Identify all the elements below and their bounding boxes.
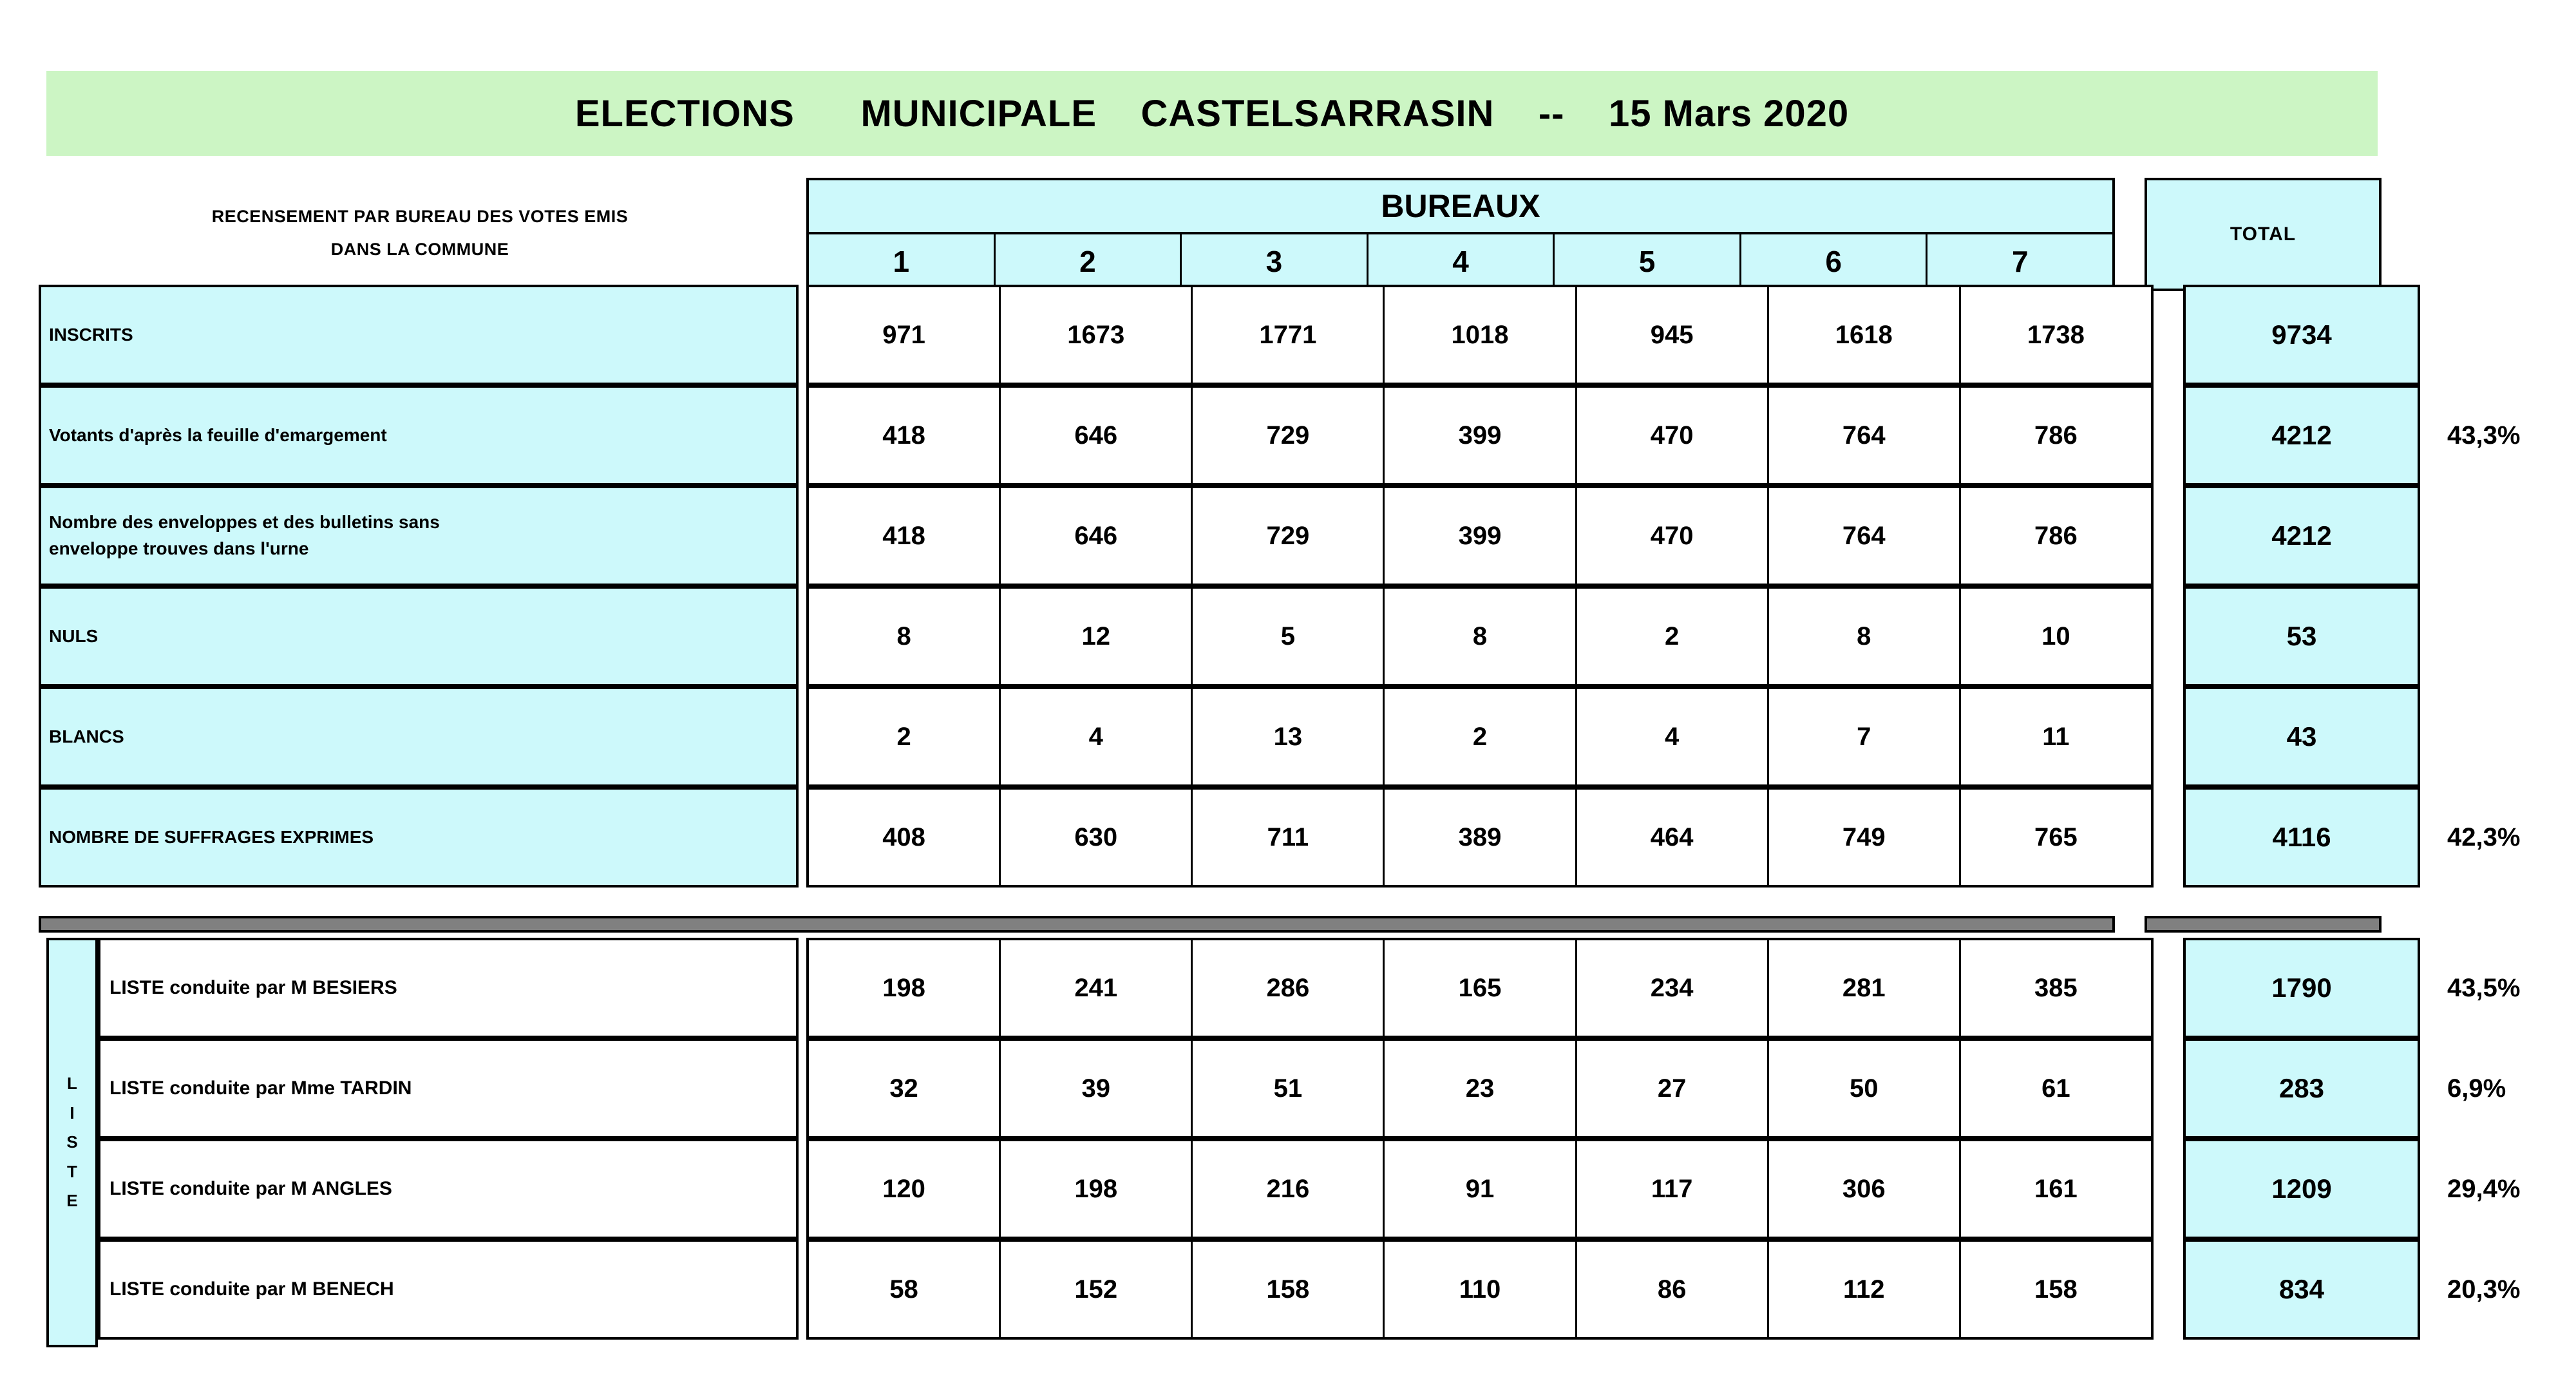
bureau-column-header-4: 4	[1368, 234, 1555, 289]
cell-total: 43	[2183, 687, 2420, 787]
page-title: ELECTIONS MUNICIPALE CASTELSARRASIN -- 15 Mars 2020	[574, 92, 1850, 135]
cell-bureau-5: 4	[1577, 689, 1769, 784]
liste-label-cell	[98, 1139, 799, 1239]
cell-bureau-2: 241	[1001, 940, 1193, 1036]
cell-bureau-1: 8	[809, 589, 1001, 684]
cell-bureau-3: 51	[1193, 1041, 1385, 1136]
cell-bureau-2: 646	[1001, 388, 1193, 483]
cell-bureau-2: 152	[1001, 1242, 1193, 1337]
cell-bureau-4: 165	[1385, 940, 1577, 1036]
row-values	[806, 787, 2154, 888]
liste-letter-5: E	[66, 1191, 78, 1211]
cell-total: 4212	[2183, 486, 2420, 586]
cell-bureau-5: 2	[1577, 589, 1769, 684]
cell-bureau-2: 39	[1001, 1041, 1193, 1136]
cell-bureau-1: 198	[809, 940, 1001, 1036]
total-column-header	[2145, 178, 2382, 291]
row-label: NULS	[49, 625, 99, 646]
cell-bureau-6: 306	[1769, 1141, 1961, 1237]
cell-bureau-4: 1018	[1385, 287, 1577, 383]
caption-line-2: DANS LA COMMUNE	[330, 240, 509, 259]
bureau-column-header-5: 5	[1555, 234, 1741, 289]
liste-letter-2: I	[70, 1103, 75, 1123]
cell-bureau-7: 786	[2034, 521, 2078, 550]
cell-bureau-2: 12	[1001, 589, 1193, 684]
total-column-header-label: TOTAL	[2230, 223, 2297, 245]
cell-percentage	[2447, 586, 2576, 687]
cell-bureau-5: 234	[1577, 940, 1769, 1036]
bureau-column-header-1: 1	[809, 234, 996, 289]
row-label: INSCRITS	[49, 324, 133, 345]
cell-bureau-7: 11	[2042, 722, 2070, 751]
cell-bureau-4: 389	[1385, 790, 1577, 885]
row-label-cell	[39, 385, 799, 486]
liste-label: LISTE conduite par M BENECH	[109, 1278, 394, 1300]
cell-bureau-3: 729	[1193, 488, 1385, 584]
row-label-second-line: enveloppe trouves dans l'urne	[49, 538, 309, 558]
row-values	[806, 285, 2154, 385]
cell-bureau-5: 945	[1577, 287, 1769, 383]
cell-percentage: 43,5%	[2447, 973, 2521, 1002]
cell-bureau-2: 630	[1001, 790, 1193, 885]
cell-percentage	[2447, 486, 2576, 586]
cell-bureau-7: 765	[2034, 822, 2078, 851]
cell-bureau-4: 2	[1385, 689, 1577, 784]
cell-percentage: 43,3%	[2447, 421, 2521, 450]
liste-values	[806, 1239, 2154, 1340]
cell-bureau-7: 161	[2034, 1174, 2078, 1203]
bureaux-header-label: BUREAUX	[1381, 188, 1540, 224]
liste-vertical-label	[46, 938, 98, 1347]
cell-bureau-2: 646	[1001, 488, 1193, 584]
row-label: Nombre des enveloppes et des bulletins sans	[49, 512, 440, 533]
bureaux-number-row	[806, 234, 2115, 291]
cell-total: 4212	[2183, 385, 2420, 486]
cell-bureau-6: 7	[1769, 689, 1961, 784]
cell-bureau-1: 2	[809, 689, 1001, 784]
liste-label-cell	[98, 1038, 799, 1139]
cell-total: 1790	[2183, 938, 2420, 1038]
row-label-cell	[39, 787, 799, 888]
cell-percentage: 42,3%	[2447, 822, 2521, 851]
cell-bureau-5: 117	[1577, 1141, 1769, 1237]
cell-percentage	[2447, 687, 2576, 787]
cell-bureau-1: 408	[809, 790, 1001, 885]
cell-percentage: 6,9%	[2447, 1074, 2506, 1103]
row-label-cell	[39, 687, 799, 787]
cell-bureau-4: 399	[1385, 488, 1577, 584]
cell-total: 283	[2183, 1038, 2420, 1139]
cell-bureau-4: 91	[1385, 1141, 1577, 1237]
liste-letter-3: S	[66, 1132, 78, 1152]
cell-bureau-2: 1673	[1001, 287, 1193, 383]
row-label: BLANCS	[49, 726, 124, 746]
table-caption	[46, 175, 793, 291]
cell-bureau-3: 5	[1193, 589, 1385, 684]
cell-bureau-7: 786	[2034, 421, 2078, 450]
cell-percentage	[2447, 285, 2576, 385]
row-values	[806, 486, 2154, 586]
cell-bureau-3: 711	[1193, 790, 1385, 885]
bureau-column-header-3: 3	[1182, 234, 1368, 289]
cell-total: 9734	[2183, 285, 2420, 385]
cell-bureau-1: 418	[809, 488, 1001, 584]
cell-bureau-5: 27	[1577, 1041, 1769, 1136]
bureau-column-header-2: 2	[996, 234, 1182, 289]
cell-bureau-6: 112	[1769, 1242, 1961, 1337]
cell-bureau-3: 216	[1193, 1141, 1385, 1237]
liste-label: LISTE conduite par M ANGLES	[109, 1178, 392, 1199]
cell-bureau-3: 158	[1193, 1242, 1385, 1337]
liste-label-cell	[98, 938, 799, 1038]
row-label: Votants d'après la feuille d'emargement	[49, 424, 387, 445]
bureaux-header	[806, 178, 2115, 234]
row-values	[806, 687, 2154, 787]
bureau-column-header-6: 6	[1741, 234, 1928, 289]
cell-total: 1209	[2183, 1139, 2420, 1239]
cell-bureau-1: 971	[809, 287, 1001, 383]
row-values	[806, 385, 2154, 486]
row-label: NOMBRE DE SUFFRAGES EXPRIMES	[49, 826, 374, 847]
cell-bureau-7: 385	[2034, 973, 2078, 1002]
cell-bureau-7: 1738	[2027, 320, 2085, 349]
cell-bureau-5: 86	[1577, 1242, 1769, 1337]
cell-percentage: 29,4%	[2447, 1174, 2521, 1203]
section-separator-total	[2145, 916, 2382, 933]
cell-bureau-1: 58	[809, 1242, 1001, 1337]
cell-bureau-6: 749	[1769, 790, 1961, 885]
cell-bureau-1: 418	[809, 388, 1001, 483]
liste-label: LISTE conduite par M BESIERS	[109, 977, 397, 998]
liste-letter-4: T	[67, 1161, 77, 1181]
cell-bureau-6: 1618	[1769, 287, 1961, 383]
liste-values	[806, 1038, 2154, 1139]
cell-bureau-3: 13	[1193, 689, 1385, 784]
cell-total: 834	[2183, 1239, 2420, 1340]
cell-bureau-4: 23	[1385, 1041, 1577, 1136]
liste-values	[806, 938, 2154, 1038]
cell-bureau-3: 1771	[1193, 287, 1385, 383]
liste-label-cell	[98, 1239, 799, 1340]
cell-bureau-7: 10	[2041, 622, 2070, 650]
bureau-column-header-7: 7	[2011, 245, 2029, 278]
cell-bureau-2: 198	[1001, 1141, 1193, 1237]
liste-letter-1: L	[67, 1074, 77, 1094]
cell-bureau-6: 50	[1769, 1041, 1961, 1136]
row-values	[806, 586, 2154, 687]
section-separator	[39, 916, 2115, 933]
cell-bureau-7: 61	[2041, 1074, 2070, 1103]
cell-bureau-5: 464	[1577, 790, 1769, 885]
cell-bureau-1: 32	[809, 1041, 1001, 1136]
cell-bureau-6: 281	[1769, 940, 1961, 1036]
cell-bureau-3: 286	[1193, 940, 1385, 1036]
cell-percentage: 20,3%	[2447, 1275, 2521, 1304]
cell-bureau-2: 4	[1001, 689, 1193, 784]
cell-bureau-6: 8	[1769, 589, 1961, 684]
cell-bureau-5: 470	[1577, 388, 1769, 483]
liste-label: LISTE conduite par Mme TARDIN	[109, 1077, 412, 1099]
liste-values	[806, 1139, 2154, 1239]
caption-line-1: RECENSEMENT PAR BUREAU DES VOTES EMIS	[211, 206, 629, 226]
cell-total: 53	[2183, 586, 2420, 687]
cell-total: 4116	[2183, 787, 2420, 888]
row-label-cell	[39, 285, 799, 385]
cell-bureau-4: 399	[1385, 388, 1577, 483]
row-label-cell	[39, 586, 799, 687]
cell-bureau-6: 764	[1769, 388, 1961, 483]
page-title-banner	[46, 71, 2378, 156]
cell-bureau-1: 120	[809, 1141, 1001, 1237]
cell-bureau-7: 158	[2034, 1275, 2078, 1304]
cell-bureau-6: 764	[1769, 488, 1961, 584]
row-label-cell	[39, 486, 799, 586]
cell-bureau-4: 8	[1385, 589, 1577, 684]
cell-bureau-4: 110	[1385, 1242, 1577, 1337]
cell-bureau-3: 729	[1193, 388, 1385, 483]
cell-bureau-5: 470	[1577, 488, 1769, 584]
